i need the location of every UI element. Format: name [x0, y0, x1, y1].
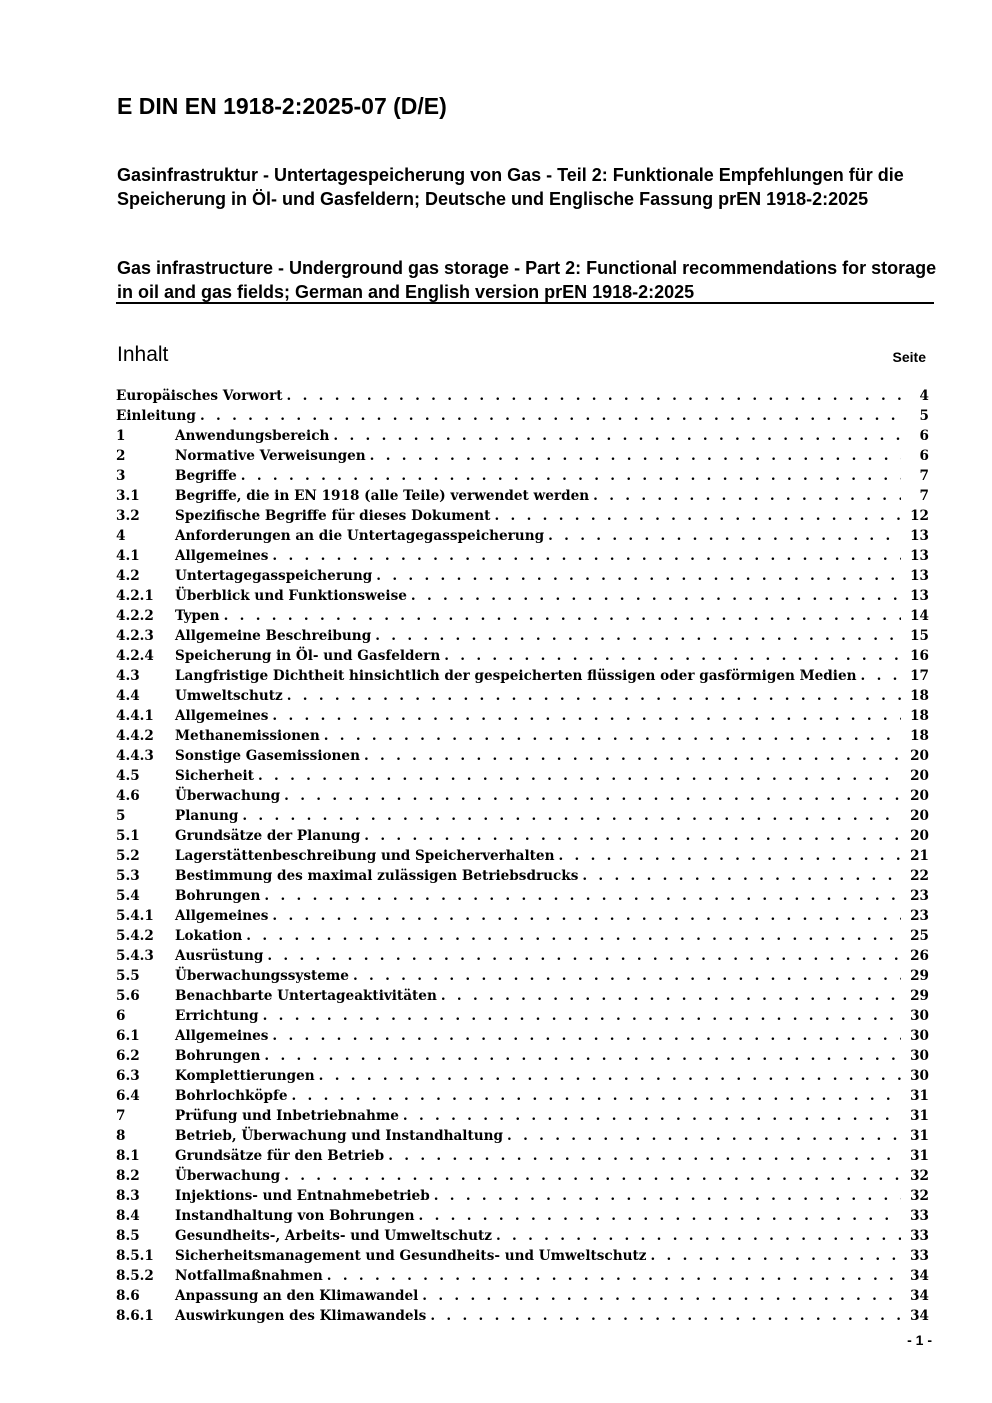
toc-leader-dots: [370, 446, 901, 466]
toc-entry-label: Lagerstättenbeschreibung und Speicherverhalten: [175, 848, 555, 864]
toc-entry-number: 8.2: [116, 1168, 140, 1184]
toc-leader-dots: [375, 626, 901, 646]
toc-entry[interactable]: [116, 546, 929, 566]
toc-entry[interactable]: [116, 1266, 929, 1286]
toc-leader-dots: [422, 1286, 901, 1306]
toc-leader-dots: [441, 986, 901, 1006]
toc-entry-label: Überwachung: [175, 1168, 281, 1184]
toc-entry-number: 4.2.4: [116, 648, 154, 664]
toc-leader-dots: [419, 1206, 902, 1226]
toc-entry-label: Allgemeines: [175, 908, 269, 924]
toc-entry[interactable]: [116, 486, 929, 506]
toc-entry[interactable]: [116, 406, 929, 426]
toc-entry[interactable]: [116, 666, 929, 686]
toc-leader-dots: [650, 1246, 901, 1266]
toc-leader-dots: [246, 926, 901, 946]
toc-entry-page: 31: [910, 1148, 929, 1164]
toc-entry-page: 30: [910, 1068, 929, 1084]
toc-entry-page: 33: [910, 1248, 929, 1264]
toc-leader-dots: [376, 566, 901, 586]
toc-entry-page: 13: [910, 548, 929, 564]
toc-entry-page: 30: [910, 1008, 929, 1024]
toc-leader-dots: [284, 1166, 901, 1186]
document-id: E DIN EN 1918-2:2025-07 (D/E): [117, 93, 447, 119]
toc-entry-page: 18: [910, 708, 929, 724]
toc-entry-number: 1: [116, 428, 126, 444]
toc-entry[interactable]: [116, 806, 929, 826]
toc-entry-label: Überwachungssysteme: [175, 968, 349, 984]
toc-entry-page: 20: [910, 748, 929, 764]
toc-entry-label: Langfristige Dichtheit hinsichtlich der gespeicherten flüssigen oder gasförmigen Medien: [175, 668, 857, 684]
toc-entry-number: 8.5: [116, 1228, 140, 1244]
toc-entry-label: Ausrüstung: [175, 948, 264, 964]
toc-leader-dots: [272, 706, 901, 726]
toc-entry[interactable]: [116, 726, 929, 746]
toc-entry[interactable]: [116, 646, 929, 666]
toc-entry-page: 29: [910, 988, 929, 1004]
toc-entry[interactable]: [116, 506, 929, 526]
toc-entry-number: 5.5: [116, 968, 140, 984]
toc-entry[interactable]: [116, 1246, 929, 1266]
toc-entry[interactable]: [116, 1106, 929, 1126]
toc-entry-label: Sonstige Gasemissionen: [175, 748, 360, 764]
toc-entry-label: Allgemeine Beschreibung: [175, 628, 372, 644]
toc-entry-number: 8.4: [116, 1208, 140, 1224]
toc-entry-label: Gesundheits-, Arbeits- und Umweltschutz: [175, 1228, 492, 1244]
toc-leader-dots: [241, 466, 901, 486]
toc-leader-dots: [284, 786, 901, 806]
toc-entry-label: Bohrlochköpfe: [175, 1088, 288, 1104]
toc-leader-dots: [364, 826, 901, 846]
toc-entry-number: 8: [116, 1128, 126, 1144]
toc-entry-label: Benachbarte Untertageaktivitäten: [175, 988, 437, 1004]
toc-entry-label: Allgemeines: [175, 1028, 269, 1044]
toc-entry-label: Grundsätze der Planung: [175, 828, 361, 844]
toc-entry-page: 33: [910, 1208, 929, 1224]
toc-entry[interactable]: [116, 846, 929, 866]
toc-entry-label: Anwendungsbereich: [175, 428, 330, 444]
toc-entry-page: 29: [910, 968, 929, 984]
toc-leader-dots: [507, 1126, 901, 1146]
toc-entry[interactable]: [116, 1026, 929, 1046]
toc-entry-number: 4.1: [116, 548, 140, 564]
toc-entry-page: 32: [910, 1168, 929, 1184]
toc-entry-page: 12: [910, 508, 929, 524]
toc-entry-number: 5.2: [116, 848, 140, 864]
toc-entry-label: Sicherheitsmanagement und Gesundheits- und Umweltschutz: [175, 1248, 647, 1264]
toc-entry-label: Typen: [175, 608, 220, 624]
toc-entry-label: Bohrungen: [175, 888, 261, 904]
toc-heading: Inhalt: [117, 343, 169, 366]
toc-entry-page: 31: [910, 1108, 929, 1124]
toc-entry[interactable]: [116, 826, 929, 846]
toc-entry[interactable]: [116, 526, 929, 546]
toc-entry-label: Normative Verweisungen: [175, 448, 366, 464]
toc-entry-label: Bestimmung des maximal zulässigen Betriebsdrucks: [175, 868, 579, 884]
toc-entry-page: 7: [919, 488, 929, 504]
toc-leader-dots: [272, 906, 901, 926]
toc-entry-page: 6: [919, 448, 929, 464]
toc-entry-label: Speicherung in Öl- und Gasfeldern: [175, 648, 441, 664]
toc-entry-page: 13: [910, 528, 929, 544]
toc-entry-page: 34: [910, 1288, 929, 1304]
document-title-german: Gasinfrastruktur - Untertagespeicherung von Gas - Teil 2: Funktionale Empfehlungen für die Speicherung in Öl- und Gasfeldern; Deutsche und Englische Fassung prEN 1918-2:2025: [117, 165, 904, 209]
toc-entry[interactable]: [116, 1226, 929, 1246]
toc-entry-number: 6.1: [116, 1028, 140, 1044]
toc-entry-number: 4.2.3: [116, 628, 154, 644]
toc-entry[interactable]: [116, 606, 929, 626]
toc-entry-number: 4.4.1: [116, 708, 154, 724]
toc-entry-number: 6.2: [116, 1048, 140, 1064]
toc-entry-number: 4: [116, 528, 126, 544]
toc-entry-page: 16: [910, 648, 929, 664]
toc-entry[interactable]: [116, 1206, 929, 1226]
toc-entry-page: 25: [910, 928, 929, 944]
toc-entry-page: 18: [910, 728, 929, 744]
toc-entry[interactable]: [116, 1006, 929, 1026]
toc-entry-label: Allgemeines: [175, 548, 269, 564]
toc-entry-page: 34: [910, 1308, 929, 1324]
toc-entry-number: 8.1: [116, 1148, 140, 1164]
toc-leader-dots: [263, 1006, 901, 1026]
toc-entry[interactable]: [116, 1306, 929, 1326]
toc-leader-dots: [264, 1046, 901, 1066]
toc-leader-dots: [558, 846, 901, 866]
toc-leader-dots: [319, 1066, 901, 1086]
toc-leader-dots: [272, 546, 901, 566]
toc-entry[interactable]: [116, 586, 929, 606]
toc-entry-label: Umweltschutz: [175, 688, 283, 704]
toc-entry[interactable]: [116, 926, 929, 946]
toc-entry-page: 30: [910, 1028, 929, 1044]
toc-entry[interactable]: [116, 1286, 929, 1306]
toc-entry[interactable]: [116, 1186, 929, 1206]
toc-leader-dots: [861, 666, 902, 686]
toc-entry-page: 30: [910, 1048, 929, 1064]
toc-entry-number: 3.2: [116, 508, 140, 524]
toc-entry-page: 15: [910, 628, 929, 644]
toc-entry-number: 3: [116, 468, 126, 484]
toc-entry[interactable]: [116, 706, 929, 726]
toc-entry[interactable]: [116, 446, 929, 466]
toc-entry-page: 13: [910, 568, 929, 584]
toc-entry-page: 18: [910, 688, 929, 704]
toc-leader-dots: [291, 1086, 901, 1106]
toc-entry-number: 8.5.2: [116, 1268, 154, 1284]
toc-entry[interactable]: [116, 946, 929, 966]
table-of-contents: [116, 386, 929, 1326]
toc-entry-page: 31: [910, 1128, 929, 1144]
toc-entry-number: 6.4: [116, 1088, 140, 1104]
toc-entry-number: 8.6: [116, 1288, 140, 1304]
toc-entry-number: 4.2.1: [116, 588, 154, 604]
toc-entry-page: 23: [910, 888, 929, 904]
toc-leader-dots: [364, 746, 901, 766]
toc-entry-page: 13: [910, 588, 929, 604]
toc-entry-page: 21: [910, 848, 929, 864]
toc-entry-label: Allgemeines: [175, 708, 269, 724]
toc-leader-dots: [272, 1026, 901, 1046]
toc-entry-label: Errichtung: [175, 1008, 259, 1024]
toc-entry-label: Untertagegasspeicherung: [175, 568, 373, 584]
toc-entry[interactable]: [116, 1146, 929, 1166]
toc-entry-label: Methanemissionen: [175, 728, 320, 744]
toc-leader-dots: [327, 1266, 901, 1286]
toc-entry-label: Lokation: [175, 928, 243, 944]
toc-entry[interactable]: [116, 966, 929, 986]
toc-leader-dots: [434, 1186, 901, 1206]
toc-entry-page: 20: [910, 828, 929, 844]
toc-entry[interactable]: [116, 426, 929, 446]
toc-leader-dots: [582, 866, 901, 886]
toc-leader-dots: [548, 526, 901, 546]
toc-entry-number: 4.4: [116, 688, 140, 704]
toc-entry-number: 5: [116, 808, 126, 824]
toc-entry-number: 4.6: [116, 788, 140, 804]
toc-leader-dots: [267, 946, 901, 966]
toc-leader-dots: [258, 766, 901, 786]
toc-leader-dots: [403, 1106, 901, 1126]
toc-entry-label: Anpassung an den Klimawandel: [175, 1288, 419, 1304]
toc-entry-label: Sicherheit: [175, 768, 254, 784]
toc-entry-number: 4.4.3: [116, 748, 154, 764]
toc-leader-dots: [494, 506, 901, 526]
toc-entry-number: 5.4.2: [116, 928, 154, 944]
toc-entry-number: 5.1: [116, 828, 140, 844]
toc-entry-number: 8.5.1: [116, 1248, 154, 1264]
toc-entry-number: 4.2: [116, 568, 140, 584]
toc-entry-label: Injektions- und Entnahmebetrieb: [175, 1188, 430, 1204]
toc-leader-dots: [593, 486, 901, 506]
toc-entry[interactable]: [116, 1046, 929, 1066]
toc-entry-number: 6.3: [116, 1068, 140, 1084]
toc-leader-dots: [287, 386, 901, 406]
toc-entry-label: Europäisches Vorwort: [116, 388, 283, 404]
toc-entry-page: 33: [910, 1228, 929, 1244]
toc-entry-page: 7: [919, 468, 929, 484]
toc-entry-label: Planung: [175, 808, 239, 824]
title-divider: [116, 302, 934, 304]
toc-entry-label: Instandhaltung von Bohrungen: [175, 1208, 415, 1224]
toc-entry-page: 22: [910, 868, 929, 884]
toc-entry-page: 31: [910, 1088, 929, 1104]
toc-leader-dots: [200, 406, 901, 426]
toc-entry-number: 4.2.2: [116, 608, 154, 624]
toc-entry[interactable]: [116, 466, 929, 486]
toc-entry-label: Begriffe, die in EN 1918 (alle Teile) verwendet werden: [175, 488, 590, 504]
toc-entry-number: 3.1: [116, 488, 140, 504]
toc-entry[interactable]: [116, 1086, 929, 1106]
toc-leader-dots: [287, 686, 901, 706]
toc-entry[interactable]: [116, 1166, 929, 1186]
toc-entry-number: 7: [116, 1108, 126, 1124]
toc-entry-number: 4.4.2: [116, 728, 154, 744]
toc-entry[interactable]: [116, 986, 929, 1006]
toc-entry-page: 14: [910, 608, 929, 624]
toc-entry-number: 6: [116, 1008, 126, 1024]
toc-entry-number: 8.6.1: [116, 1308, 154, 1324]
toc-leader-dots: [411, 586, 901, 606]
toc-leader-dots: [264, 886, 901, 906]
toc-entry-label: Bohrungen: [175, 1048, 261, 1064]
toc-entry-label: Auswirkungen des Klimawandels: [175, 1308, 427, 1324]
toc-entry[interactable]: [116, 1066, 929, 1086]
toc-entry-page: 20: [910, 768, 929, 784]
toc-leader-dots: [242, 806, 901, 826]
toc-entry[interactable]: [116, 566, 929, 586]
toc-entry[interactable]: [116, 626, 929, 646]
toc-leader-dots: [224, 606, 901, 626]
toc-entry-page: 20: [910, 788, 929, 804]
toc-entry-label: Komplettierungen: [175, 1068, 315, 1084]
toc-entry-label: Grundsätze für den Betrieb: [175, 1148, 385, 1164]
toc-entry-page: 26: [910, 948, 929, 964]
toc-entry[interactable]: [116, 386, 929, 406]
toc-leader-dots: [388, 1146, 901, 1166]
toc-entry-label: Prüfung und Inbetriebnahme: [175, 1108, 399, 1124]
toc-entry-page: 17: [910, 668, 929, 684]
toc-entry-label: Betrieb, Überwachung und Instandhaltung: [175, 1128, 503, 1144]
toc-leader-dots: [353, 966, 901, 986]
page-number: - 1 -: [907, 1332, 932, 1348]
toc-entry-label: Notfallmaßnahmen: [175, 1268, 323, 1284]
toc-entry[interactable]: [116, 686, 929, 706]
toc-leader-dots: [324, 726, 901, 746]
toc-entry-label: Begriffe: [175, 468, 237, 484]
toc-page-column-label: Seite: [892, 349, 926, 365]
toc-entry[interactable]: [116, 1126, 929, 1146]
toc-entry[interactable]: [116, 866, 929, 886]
toc-entry-number: 4.5: [116, 768, 140, 784]
toc-entry-number: 5.4.3: [116, 948, 154, 964]
toc-entry[interactable]: [116, 766, 929, 786]
toc-entry-number: 5.3: [116, 868, 140, 884]
toc-entry-label: Anforderungen an die Untertagegasspeicherung: [175, 528, 545, 544]
toc-entry-number: 5.6: [116, 988, 140, 1004]
toc-entry-page: 23: [910, 908, 929, 924]
toc-leader-dots: [333, 426, 901, 446]
toc-entry[interactable]: [116, 786, 929, 806]
toc-leader-dots: [430, 1306, 901, 1326]
toc-entry-page: 34: [910, 1268, 929, 1284]
toc-entry-number: 8.3: [116, 1188, 140, 1204]
toc-entry-number: 5.4: [116, 888, 140, 904]
toc-entry-page: 5: [919, 408, 929, 424]
toc-leader-dots: [444, 646, 901, 666]
toc-entry[interactable]: [116, 746, 929, 766]
toc-entry-number: 2: [116, 448, 126, 464]
toc-entry-number: 4.3: [116, 668, 140, 684]
toc-entry-label: Spezifische Begriffe für dieses Dokument: [175, 508, 491, 524]
toc-leader-dots: [496, 1226, 901, 1246]
toc-entry-number: 5.4.1: [116, 908, 154, 924]
toc-entry-page: 32: [910, 1188, 929, 1204]
toc-entry-label: Überblick und Funktionsweise: [175, 588, 407, 604]
document-title-english: Gas infrastructure - Underground gas storage - Part 2: Functional recommendations for storage in oil and gas fields; German and English version prEN 1918-2:2025: [117, 258, 937, 302]
toc-entry[interactable]: [116, 886, 929, 906]
toc-entry-page: 20: [910, 808, 929, 824]
toc-entry-label: Überwachung: [175, 788, 281, 804]
toc-entry-page: 6: [919, 428, 929, 444]
toc-entry-page: 4: [919, 388, 929, 404]
toc-entry-label: Einleitung: [116, 408, 196, 424]
toc-entry[interactable]: [116, 906, 929, 926]
